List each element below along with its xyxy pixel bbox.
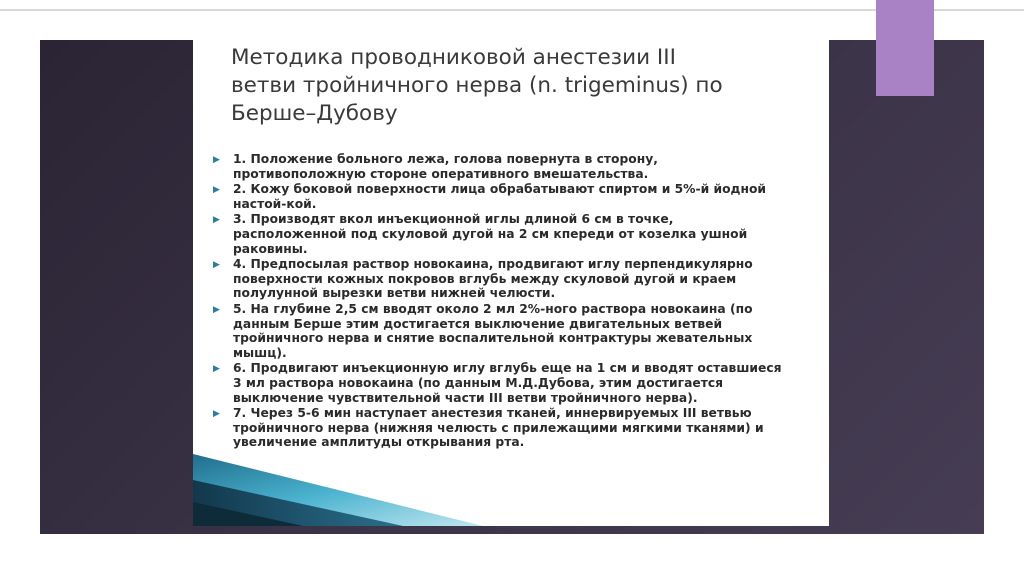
triangle-bullet-icon: ▶ [213, 155, 220, 165]
slide-title: Методика проводниковой анестезии III ветви тройничного нерва (n. trigeminus) по Берше–Дубову [231, 45, 723, 126]
corner-decoration [193, 446, 483, 526]
bullet-item-6 [213, 361, 813, 405]
bullet-item-1 [213, 152, 813, 181]
slide-canvas [193, 40, 829, 526]
triangle-bullet-icon: ▶ [213, 260, 220, 271]
bullet-text: 2. Кожу боковой поверхности лица обрабатывают спиртом и 5%-й йодной настой-кой. [233, 182, 767, 211]
bullet-text: 6. Продвигают инъекционную иглу вглубь еще на 1 см и вводят оставшиеся 3 мл раствора новокаина (по данным М.Д.Дубова, этим достигается выключение чувствительной части III ветви тройничного нерва). [233, 361, 782, 405]
bullet-text: 5. На глубине 2,5 см вводят около 2 мл 2%-ного раствора новокаина (по данным Берше этим достигается выключение двигательных ветвей тройничного нерва и снятие воспалительной контрактуры жевательных мышц). [233, 301, 753, 360]
triangle-bullet-icon: ▶ [213, 304, 220, 315]
bullet-list [213, 152, 813, 451]
bullet-item-5 [213, 302, 813, 360]
bullet-text: 3. Производят вкол инъекционной иглы длиной 6 см в точке, расположенной под скуловой дугой на 2 см кпереди от козелка ушной раковины. [233, 212, 748, 256]
bullet-item-3 [213, 212, 813, 256]
triangle-bullet-icon: ▶ [213, 409, 220, 420]
top-divider-line [0, 9, 1024, 11]
triangle-bullet-icon: ▶ [213, 364, 220, 375]
triangle-bullet-icon: ▶ [213, 185, 220, 196]
triangle-bullet-icon: ▶ [213, 215, 220, 226]
bullet-text: 1. Положение больного лежа, голова повернута в сторону, противоположную стороне оперативного вмешательства. [233, 152, 658, 181]
bullet-item-4 [213, 257, 813, 301]
bullet-item-7 [213, 406, 813, 450]
purple-accent-tab [876, 0, 934, 96]
bullet-text: 7. Через 5-6 мин наступает анестезия тканей, иннервируемых III ветвью тройничного нерва (нижняя челюсть с прилежащими мягкими тканями) и увеличение амплитуды открывания рта. [233, 406, 764, 450]
bullet-text: 4. Предпосылая раствор новокаина, продвигают иглу перпендикулярно поверхности кожных покровов вглубь между скуловой дугой и краем полулунной вырезки ветви нижней челюсти. [233, 257, 753, 301]
bullet-item-2 [213, 182, 813, 211]
